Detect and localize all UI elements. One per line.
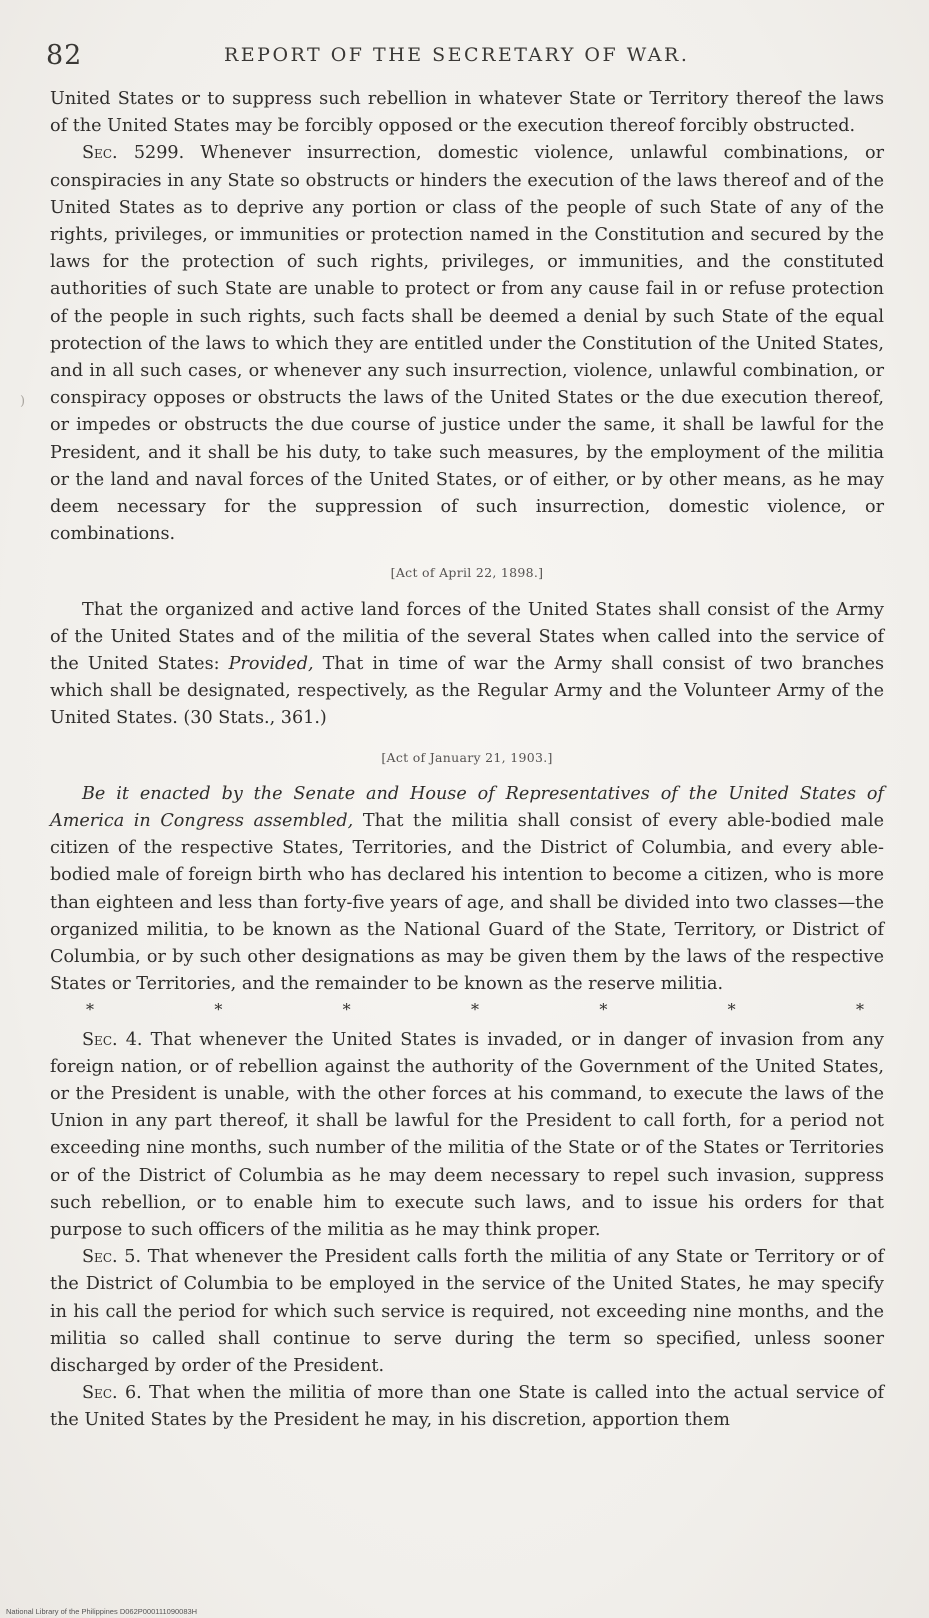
section-text: 5299. Whenever insurrection, domestic violence, unlawful combinations, or conspiracies in any State so obstructs or hinders the execution of the laws thereof and of the United States as to deprive any portion or class of the people of such State of any of the rights, privileges, or immunities or protection named in the Constitution and secured by the laws for the protection of such rights, privileges, or immunities, and the constituted authorities of such State are unable to protect or from any cause fail in or refuse protection of the people in such rights, such facts shall be deemed a denial by such State of the equal protection of the laws to which they are entitled under the Constitution of the United States, and in all such cases, or whenever any such insurrection, violence, unlawful combination, or conspiracy opposes or obstructs the laws of the United States or the due execution thereof, or impedes or obstructs the due course of justice under the same, it shall be lawful for the President, and it shall be his duty, to take such measures, by the employment of the militia or the land and naval forces of the United States, or of either, or by other means, as he may deem necessary for the suppression of such insurrection, domestic violence, or combinations.	[50, 143, 884, 545]
asterisk: *	[727, 999, 736, 1019]
paragraph-sec-4	[50, 1027, 884, 1245]
section-text: 5. That whenever the President calls forth the militia of any State or Territory or of the District of Columbia to be employed in the service of the United States, he may specify in his call the period for which such service is required, not exceeding nine months, and the militia so called shall continue to serve during the term so specified, unless sooner discharged by order of the President.	[50, 1247, 884, 1376]
running-head: REPORT OF THE SECRETARY OF WAR.	[224, 44, 690, 66]
paragraph-act-1898	[50, 597, 884, 733]
asterisk: *	[599, 999, 608, 1019]
proviso-italic: Provided,	[228, 654, 314, 675]
asterisk: *	[342, 999, 351, 1019]
asterisk: *	[214, 999, 223, 1019]
ellipsis-asterisks	[50, 999, 884, 1021]
section-label: Sec.	[82, 143, 118, 164]
page-number: 82	[46, 40, 83, 71]
asterisk: *	[855, 999, 864, 1019]
asterisk: *	[470, 999, 479, 1019]
act-heading-1903: [Act of January 21, 1903.]	[381, 749, 553, 765]
page-body	[50, 86, 884, 1435]
paragraph-sec-6	[50, 1380, 884, 1434]
act-heading-1898: [Act of April 22, 1898.]	[390, 565, 544, 581]
paragraph-sec-5299	[50, 140, 884, 548]
section-label: Sec.	[82, 1383, 118, 1404]
act-text-start: That the organized and active land forces of the United States shall consist of the Army of the United States and of the militia of the several States when called into the service of the United States:	[50, 599, 884, 675]
scan-credit: National Library of the Philippines D062P000111090083H	[6, 1607, 198, 1616]
enacting-text: That the militia shall consist of every able-bodied male citizen of the respective States, Territories, and the District of Columbia, and every able-bodied male of foreign birth who has declared his intention to become a citizen, who is more than eighteen and less than forty-five years of age, and shall be divided into two classes—the organized militia, to be known as the National Guard of the State, Territory, or District of Columbia, or by such other designations as may be given them by the laws of the respective States or Territories, and the remainder to be known as the reserve militia.	[50, 811, 884, 995]
section-text: 6. That when the militia of more than one State is called into the actual service of the United States by the President he may, in his discretion, apportion them	[50, 1383, 884, 1431]
act-text-end: That in time of war the Army shall consist of two branches which shall be designated, respectively, as the Regular Army and the Volunteer Army of the United States. (30 Stats., 361.)	[50, 654, 885, 729]
paragraph-continuation: United States or to suppress such rebellion in whatever State or Territory thereof the laws of the United States may be forcibly opposed or the execution thereof forcibly obstructed.	[50, 89, 884, 137]
section-label: Sec.	[82, 1247, 118, 1268]
margin-mark: )	[20, 394, 26, 409]
enacting-clause-italic: Be it enacted by the Senate and House of Representatives of the United States of America in Congress assembled,	[50, 783, 884, 832]
section-label: Sec.	[82, 1029, 118, 1050]
paragraph-enacting-clause	[50, 781, 884, 999]
page-header	[46, 40, 883, 80]
section-text: 4. That whenever the United States is invaded, or in danger of invasion from any foreign nation, or of rebellion against the authority of the Government of the United States, or the President is unable, with the other forces at his command, to execute the laws of the Union in any part thereof, it shall be lawful for the President to call forth, for a period not exceeding nine months, such number of the militia of the State or of the States or Territories or of the District of Columbia as he may deem necessary to repel such invasion, suppress such rebellion, or to enable him to execute such laws, and to issue his orders for that purpose to such officers of the militia as he may think proper.	[50, 1029, 884, 1240]
asterisk: *	[86, 999, 94, 1019]
paragraph-sec-5	[50, 1244, 884, 1380]
